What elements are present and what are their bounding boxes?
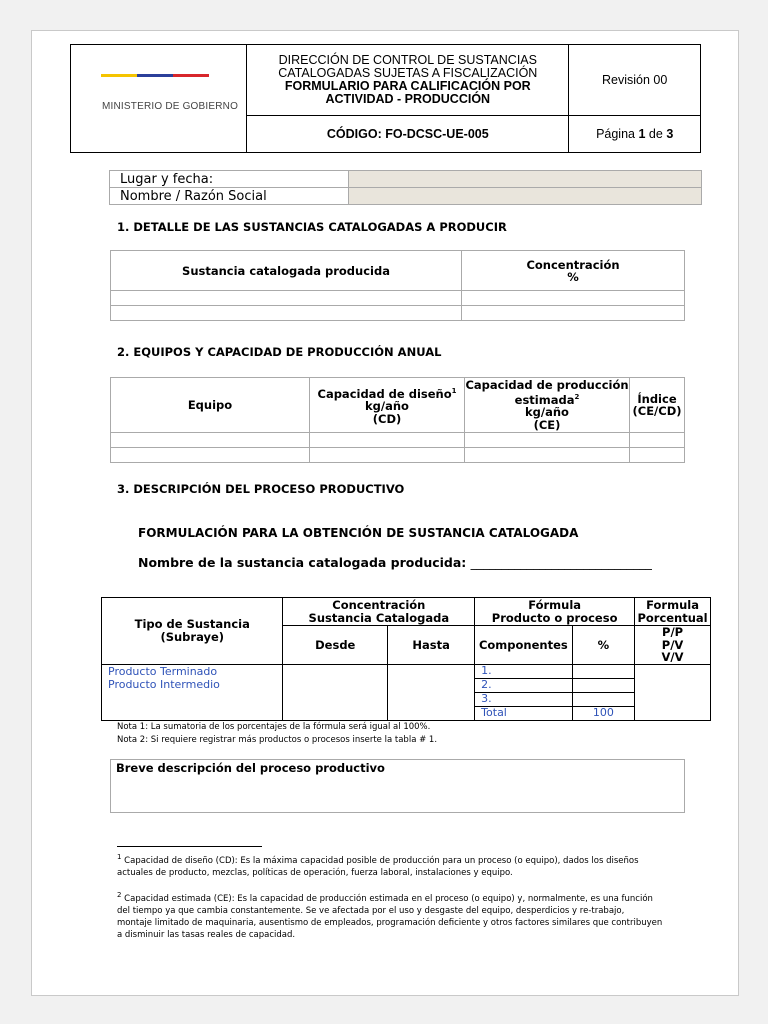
lugar-fecha-field[interactable]: [349, 171, 702, 188]
ft-tipo-options: [102, 664, 283, 720]
ft-pp: P/P: [662, 625, 684, 639]
ft-pv: P/V: [661, 637, 684, 652]
ft-porc-header: [635, 598, 711, 626]
s2-cell[interactable]: [310, 433, 465, 448]
s1-cell[interactable]: [462, 291, 685, 306]
description-box[interactable]: [110, 759, 685, 813]
s2-indice-l1: Índice: [637, 391, 677, 406]
s2-indice-l2: (CE/CD): [632, 404, 682, 418]
s2-estimada-l1: Capacidad de producción: [465, 377, 629, 392]
s1-col-sustancia: Sustancia catalogada producida: [111, 251, 462, 291]
section3-title: 3. DESCRIPCIÓN DEL PROCESO PRODUCTIVO: [117, 482, 405, 496]
s2-diseno-sup: 1: [451, 386, 457, 395]
s2-estimada-sup: 2: [574, 393, 580, 402]
s2-cell[interactable]: [310, 448, 465, 463]
nombre-sustancia-line[interactable]: _____________________________: [470, 555, 652, 570]
footnote-1-line-2: actuales de producto, mezclas, políticas de operación, fuerza laboral, instalaciones y equipo.: [117, 867, 513, 878]
ft-tipo-l2: (Subraye): [160, 629, 225, 644]
footnote-2-line-1: [117, 889, 662, 905]
ft-tipo-l1: Tipo de Sustancia: [134, 617, 250, 632]
ft-tipo-header: [102, 598, 283, 665]
ft-componentes: Componentes: [475, 626, 572, 665]
ft-total-label: Total: [475, 706, 572, 720]
ft-pct-1[interactable]: [572, 664, 635, 678]
footnote-2-line-3: montaje limitado de maquinaria, ausentismo de empleados, programación deficiente y otros factores similares que contribuyen: [117, 917, 663, 928]
codigo: CÓDIGO: FO-DCSC-UE-005: [247, 116, 569, 153]
footnote-2-num: 2: [117, 890, 122, 899]
s2-estimada-l4: (CE): [533, 417, 561, 432]
ft-vv: V/V: [661, 650, 684, 664]
ft-formula-l2: Producto o proceso: [491, 610, 618, 625]
section1-table: [110, 250, 685, 321]
s2-col-diseno: [310, 378, 465, 433]
footnote-1-text: Capacidad de diseño (CD): Es la máxima capacidad posible de producción para un proceso (o equipo), dados los diseños: [121, 855, 639, 866]
nombre-field[interactable]: [349, 188, 702, 205]
ft-ppv: [635, 626, 711, 665]
ft-opt-terminado[interactable]: Producto Terminado: [108, 664, 218, 678]
pagina-de: de: [648, 127, 663, 141]
revision: Revisión 00: [569, 45, 701, 116]
ft-porcentual-value[interactable]: [635, 664, 711, 720]
s2-col-indice: [630, 378, 685, 433]
s1-conc-l1: Concentración: [526, 257, 620, 272]
nombre-sustancia-label: Nombre de la sustancia catalogada producida:: [138, 555, 467, 570]
notes: [117, 721, 437, 747]
ft-comp-1[interactable]: 1.: [475, 664, 572, 678]
info-table: [109, 170, 702, 205]
footnote-2-text: Capacidad estimada (CE): Es la capacidad de producción estimada en el proceso (o equipo) y, normalmente, es una función: [121, 893, 653, 904]
ft-comp-3[interactable]: 3.: [475, 692, 572, 706]
nombre-label: Nombre / Razón Social: [110, 188, 349, 205]
logo-cell: [71, 45, 247, 153]
ft-total-value: 100: [572, 706, 635, 720]
title-line-1: DIRECCIÓN DE CONTROL DE SUSTANCIAS: [278, 53, 537, 67]
footnote-2-line-2: del tiempo ya que cambia constantemente. Se ve afectada por el uso y desgaste del equipo, desperdicios y re-trabajo,: [117, 905, 625, 916]
pagina-label: Página: [596, 127, 635, 141]
lugar-fecha-label: Lugar y fecha:: [110, 171, 349, 188]
ft-porc-l2: Porcentual: [637, 610, 708, 625]
ft-desde: Desde: [283, 626, 388, 665]
formula-table: [101, 597, 711, 721]
pagina: [569, 116, 701, 153]
ft-hasta: Hasta: [388, 626, 475, 665]
description-label: Breve descripción del proceso productivo: [116, 761, 385, 775]
title-line-4: ACTIVIDAD - PRODUCCIÓN: [325, 92, 491, 106]
nota-1: Nota 1: La sumatoria de los porcentajes de la fórmula será igual al 100%.: [117, 722, 431, 732]
ft-hasta-value[interactable]: [388, 664, 475, 720]
s1-cell[interactable]: [111, 291, 462, 306]
ft-formula-header: [475, 598, 635, 626]
ft-opt-intermedio[interactable]: Producto Intermedio: [108, 677, 220, 691]
s2-col-estimada: [465, 378, 630, 433]
pagina-total: 3: [666, 127, 674, 141]
ft-conc-l2: Sustancia Catalogada: [308, 610, 450, 625]
ft-pct-2[interactable]: [572, 678, 635, 692]
s2-estimada-l2: estimada: [514, 392, 575, 407]
ft-pct-3[interactable]: [572, 692, 635, 706]
footnote-1-num: 1: [117, 853, 122, 861]
s2-cell[interactable]: [111, 433, 310, 448]
s2-cell[interactable]: [465, 433, 630, 448]
s2-diseno-l2: kg/año: [365, 399, 409, 414]
ft-porc-l1: Formula: [646, 598, 699, 612]
title-line-3: FORMULARIO PARA CALIFICACIÓN POR: [284, 79, 531, 93]
logo-flag-icon: [101, 74, 209, 77]
footnote-2-line-4: a disminuir las tasas reales de capacidad.: [117, 929, 296, 940]
s2-diseno-l3: (CD): [372, 411, 402, 426]
pagina-num: 1: [638, 127, 646, 141]
s1-cell[interactable]: [111, 306, 462, 321]
s2-cell[interactable]: [630, 433, 685, 448]
header-table: [70, 44, 701, 153]
nombre-sustancia-row: [138, 555, 652, 570]
footnote-1-line-1: [117, 851, 662, 867]
s2-cell[interactable]: [111, 448, 310, 463]
section2-table: [110, 377, 685, 463]
s2-diseno-l1: Capacidad de diseño: [317, 386, 452, 401]
ft-desde-value[interactable]: [283, 664, 388, 720]
s2-cell[interactable]: [465, 448, 630, 463]
footnote-divider: [117, 846, 262, 847]
footnotes: [117, 851, 662, 941]
s1-col-concentracion: [462, 251, 685, 291]
document-page: [31, 30, 739, 996]
ft-comp-2[interactable]: 2.: [475, 678, 572, 692]
s2-cell[interactable]: [630, 448, 685, 463]
title-line-2: CATALOGADAS SUJETAS A FISCALIZACIÓN: [278, 66, 538, 80]
section2-title: 2. EQUIPOS Y CAPACIDAD DE PRODUCCIÓN ANUAL: [117, 345, 442, 359]
ft-formula-l1: Fórmula: [528, 598, 582, 612]
s2-estimada-l3: kg/año: [525, 405, 569, 420]
nota-2: Nota 2: Si requiere registrar más productos o procesos inserte la tabla # 1.: [117, 735, 438, 745]
section1-title: 1. DETALLE DE LAS SUSTANCIAS CATALOGADAS A PRODUCIR: [117, 220, 507, 234]
s1-conc-l2: %: [567, 269, 579, 284]
formulacion-title: FORMULACIÓN PARA LA OBTENCIÓN DE SUSTANCIA CATALOGADA: [138, 526, 579, 540]
ft-conc-header: [283, 598, 475, 626]
ft-conc-l1: Concentración: [332, 598, 426, 612]
logo-text: MINISTERIO DE GOBIERNO: [102, 101, 239, 112]
ft-pct: %: [572, 626, 635, 665]
s2-col-equipo: Equipo: [111, 378, 310, 433]
s1-cell[interactable]: [462, 306, 685, 321]
title-cell: [247, 45, 569, 116]
